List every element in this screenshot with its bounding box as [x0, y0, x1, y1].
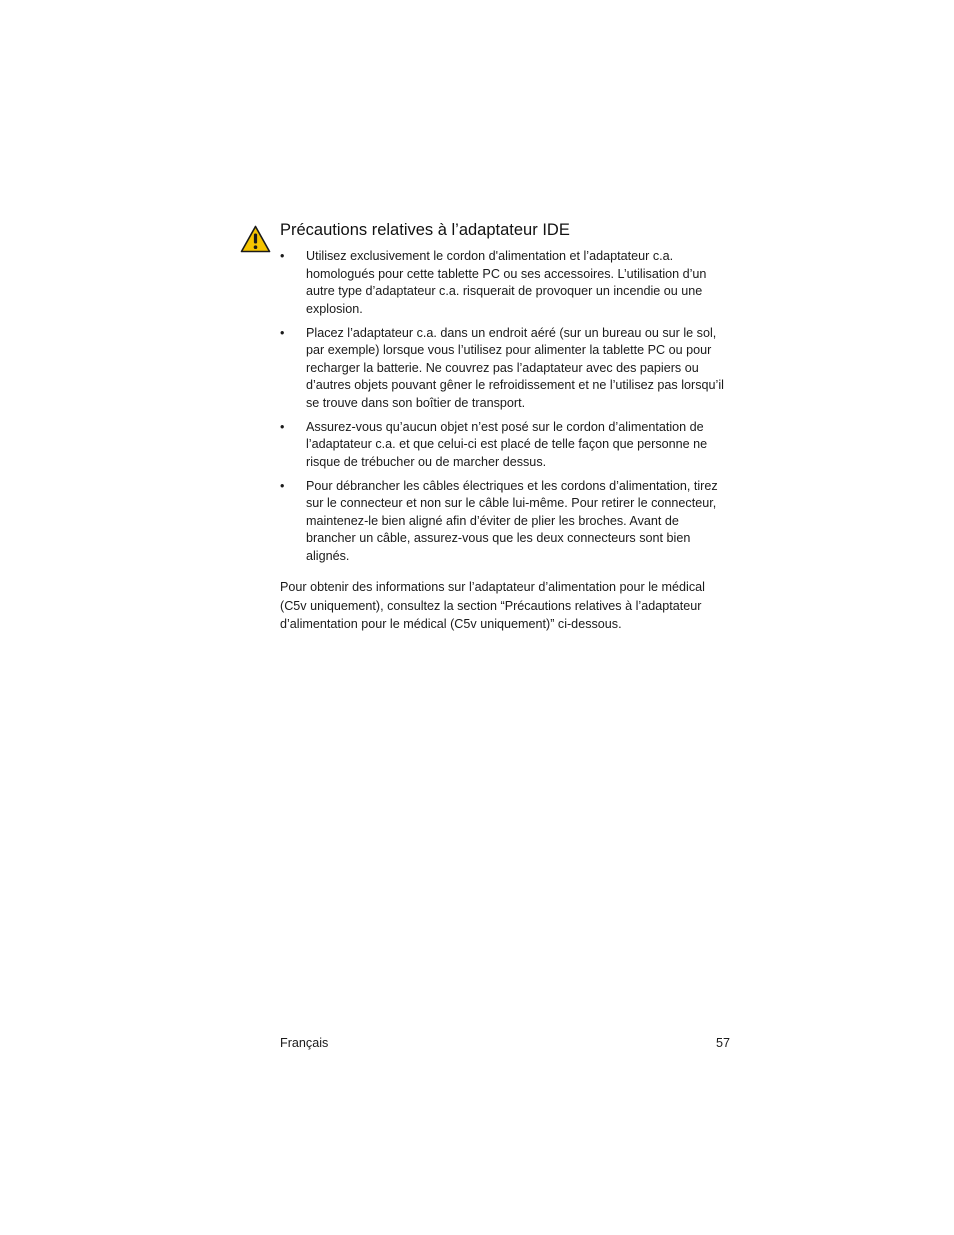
warning-triangle-icon [240, 225, 271, 253]
page-number: 57 [715, 1036, 730, 1050]
bullet-marker: • [280, 249, 285, 263]
section-heading: Précautions relatives à l’adaptateur IDE [280, 221, 570, 239]
body-paragraph: Pour obtenir des informations sur l’adaptateur d’alimentation pour le médical (C5v uniquement), consultez la section “Précautions relatives à l’adaptateur d’alimentation pour le médical (C5v uniquement)” ci-dessous. [280, 580, 705, 631]
precautions-list [280, 248, 732, 572]
list-item [280, 419, 732, 472]
list-item [280, 248, 732, 318]
list-item-text: Utilisez exclusivement le cordon d'alimentation et l’adaptateur c.a. homologués pour cette tablette PC ou ses accessoires. L’utilisation d’un autre type d’adaptateur c.a. risquerait de provoquer un incendie ou une explosion. [306, 249, 707, 316]
list-item [280, 325, 732, 413]
footer-language: Français [280, 1036, 329, 1050]
list-item-text: Assurez-vous qu’aucun objet n’est posé sur le cordon d’alimentation de l’adaptateur c.a. et que celui-ci est placé de telle façon que personne ne risque de trébucher ou de marcher dessus. [306, 419, 708, 469]
list-item-text: Placez l’adaptateur c.a. dans un endroit aéré (sur un bureau ou sur le sol, par exemple) lorsque vous l’utilisez pour alimenter la tablette PC ou pour recharger la batterie. Ne couvrez pas l’adaptateur avec des papiers ou d’autres objets pouvant gêner le refroidissement et ne l’utilisez pas lorsqu’il se trouve dans son boîtier de transport. [306, 325, 724, 410]
list-item-text: Pour débrancher les câbles électriques et les cordons d’alimentation, tirez sur le connecteur et non sur le câble lui-même. Pour retirer le connecteur, maintenez-le bien aligné afin d’éviter de plier les broches. Avant de brancher un câble, assurez-vous que les deux connecteurs sont bien alignés. [306, 478, 718, 563]
bullet-marker: • [280, 419, 285, 434]
bullet-marker: • [280, 478, 285, 493]
list-item [280, 478, 732, 566]
bullet-marker: • [280, 325, 285, 340]
